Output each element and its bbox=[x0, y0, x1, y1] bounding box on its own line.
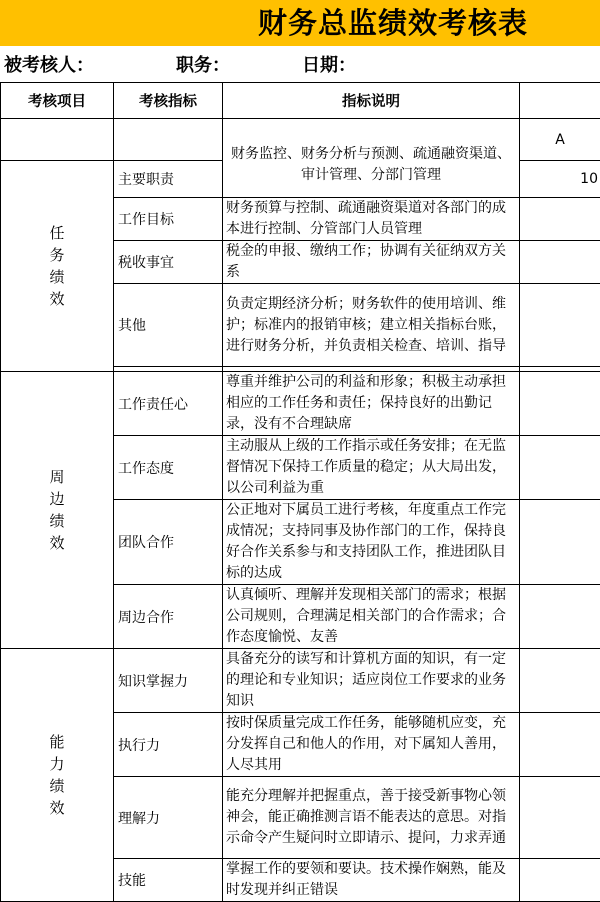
score-cell[interactable]: 10 bbox=[520, 161, 600, 198]
row-description: 掌握工作的要领和要诀。技术操作娴熟，能及时发现并纠正错误 bbox=[223, 859, 520, 902]
blank-cell[interactable] bbox=[520, 372, 600, 436]
evaluatee-label: 被考核人： bbox=[4, 52, 94, 80]
row-indicator: 理解力 bbox=[114, 777, 223, 859]
row-indicator: 工作目标 bbox=[114, 198, 223, 241]
row-description: 主动服从上级的工作指示或任务安排；在无监督情况下保持工作质量的稳定；从大局出发，以公司利益为重 bbox=[223, 436, 520, 500]
header-description: 指标说明 bbox=[223, 83, 520, 119]
row-description: 具备充分的读写和计算机方面的知识，有一定的理论和专业知识；适应岗位工作要求的业务知识 bbox=[223, 649, 520, 713]
category-peripheral: 周边绩效 bbox=[1, 372, 114, 649]
blank-cell[interactable] bbox=[520, 436, 600, 500]
row-description: 负责定期经济分析；财务软件的使用培训、维护；标准内的报销审核；建立相关指标台账，进行财务分析，并负责相关检查、培训、指导 bbox=[223, 284, 520, 367]
row-indicator: 工作责任心 bbox=[114, 372, 223, 436]
blank-cell bbox=[114, 119, 223, 161]
table-header-row bbox=[1, 83, 600, 119]
row-description: 认真倾听、理解并发现相关部门的需求；根据公司规则，合理满足相关部门的合作需求；合作态度愉悦、友善 bbox=[223, 585, 520, 649]
header-category: 考核项目 bbox=[1, 83, 114, 119]
blank-cell[interactable] bbox=[520, 713, 600, 777]
blank-cell[interactable] bbox=[520, 241, 600, 284]
position-label: 职务： bbox=[176, 52, 230, 80]
row-indicator: 主要职责 bbox=[114, 161, 223, 198]
row-description: 财务监控、财务分析与预测、疏通融资渠道、审计管理、分部门管理 bbox=[223, 119, 520, 198]
row-indicator: 技能 bbox=[114, 859, 223, 902]
row-description: 公正地对下属员工进行考核，年度重点工作完成情况；支持同事及协作部门的工作，保持良好合作关系参与和支持团队工作，推进团队目标的达成 bbox=[223, 500, 520, 585]
row-indicator: 周边合作 bbox=[114, 585, 223, 649]
page-title: 财务总监绩效考核表 bbox=[0, 0, 600, 46]
blank-cell[interactable] bbox=[520, 649, 600, 713]
category-ability: 能力绩效 bbox=[1, 649, 114, 902]
assessment-table bbox=[0, 82, 600, 902]
row-indicator: 工作态度 bbox=[114, 436, 223, 500]
blank-cell[interactable] bbox=[520, 585, 600, 649]
row-indicator: 税收事宜 bbox=[114, 241, 223, 284]
row-description: 财务预算与控制、疏通融资渠道对各部门的成本进行控制、分管部门人员管理 bbox=[223, 198, 520, 241]
date-label: 日期： bbox=[302, 52, 356, 80]
blank-cell bbox=[1, 119, 114, 161]
row-description: 尊重并维护公司的利益和形象；积极主动承担相应的工作任务和责任；保持良好的出勤记录，没有不合理缺席 bbox=[223, 372, 520, 436]
blank-cell[interactable] bbox=[520, 777, 600, 859]
header-indicator: 考核指标 bbox=[114, 83, 223, 119]
row-indicator: 团队合作 bbox=[114, 500, 223, 585]
blank-cell[interactable] bbox=[520, 198, 600, 241]
blank-cell[interactable] bbox=[520, 284, 600, 367]
table-row bbox=[1, 649, 600, 713]
category-task: 任务绩效 bbox=[1, 161, 114, 372]
row-indicator: 知识掌握力 bbox=[114, 649, 223, 713]
row-description: 按时保质量完成工作任务，能够随机应变，充分发挥自己和他人的作用，对下属知人善用，人尽其用 bbox=[223, 713, 520, 777]
row-indicator: 执行力 bbox=[114, 713, 223, 777]
header-extra bbox=[520, 83, 600, 119]
row-indicator: 其他 bbox=[114, 284, 223, 367]
blank-cell[interactable] bbox=[520, 859, 600, 902]
row-description: 税金的申报、缴纳工作；协调有关征纳双方关系 bbox=[223, 241, 520, 284]
blank-cell[interactable] bbox=[520, 500, 600, 585]
table-row bbox=[1, 119, 600, 161]
table-row bbox=[1, 372, 600, 436]
grade-cell[interactable]: A bbox=[520, 119, 600, 161]
row-description: 能充分理解并把握重点，善于接受新事物心领神会，能正确推测言语不能表达的意思。对指示命令产生疑问时立即请示、提问，力求弄通 bbox=[223, 777, 520, 859]
